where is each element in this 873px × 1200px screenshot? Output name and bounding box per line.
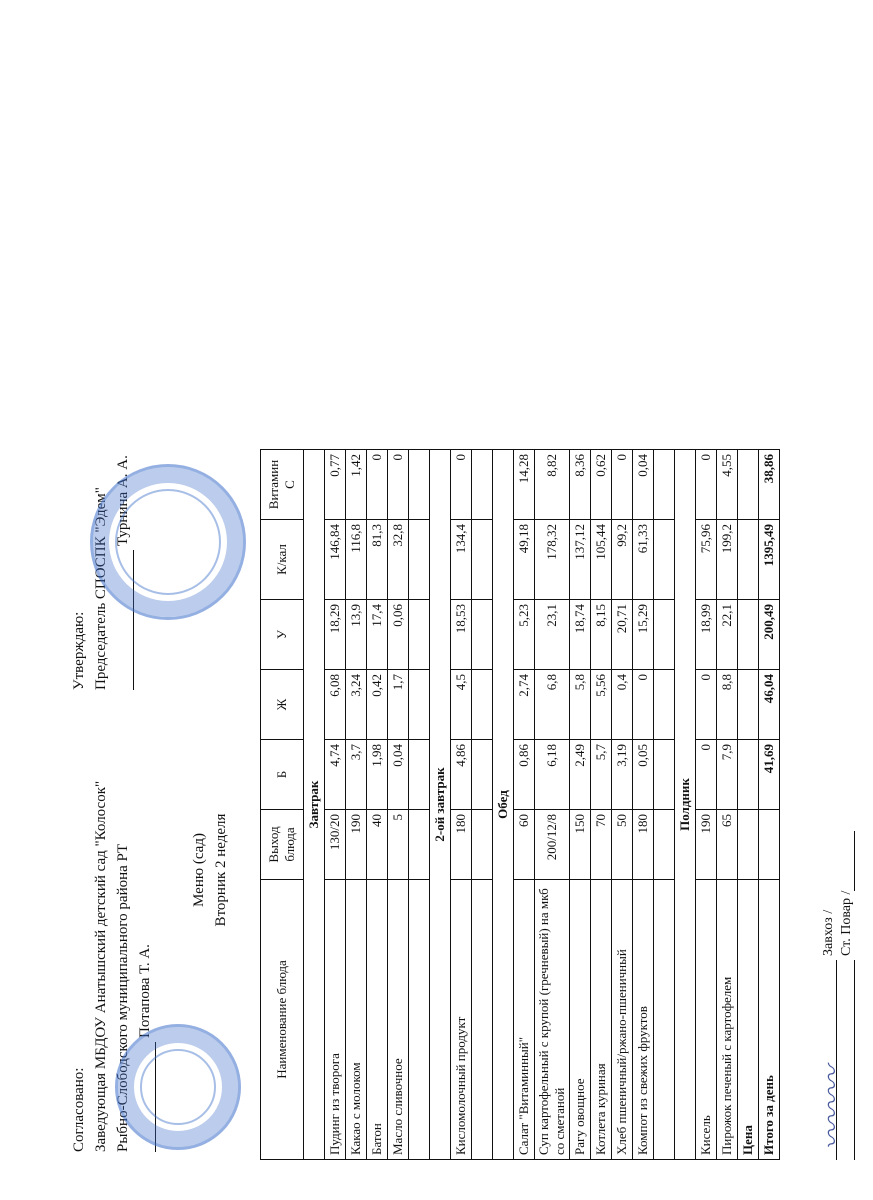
total-value: 46,04 <box>759 670 780 740</box>
value-cell: 0 <box>388 450 409 520</box>
header-kcal: К/кал <box>261 520 304 600</box>
empty-cell <box>472 450 493 520</box>
value-cell: 60 <box>514 810 535 880</box>
value-cell: 1,98 <box>367 740 388 810</box>
value-cell: 6,18 <box>535 740 570 810</box>
value-cell: 8,82 <box>535 450 570 520</box>
cook-label: Ст. Повар / <box>839 890 854 956</box>
table-row <box>717 450 738 1160</box>
empty-cell <box>409 670 430 740</box>
value-cell: 0 <box>696 670 717 740</box>
header-fat: Ж <box>261 670 304 740</box>
total-row <box>759 450 780 1160</box>
value-cell: 0,06 <box>388 600 409 670</box>
value-cell: 23,1 <box>535 600 570 670</box>
value-cell: 0 <box>367 450 388 520</box>
value-cell: 81,3 <box>367 520 388 600</box>
value-cell: 5,56 <box>591 670 612 740</box>
value-cell: 15,29 <box>633 600 654 670</box>
value-cell: 2,74 <box>514 670 535 740</box>
table-row <box>451 450 472 1160</box>
value-cell: 14,28 <box>514 450 535 520</box>
value-cell: 130/20 <box>325 810 346 880</box>
value-cell: 199,2 <box>717 520 738 600</box>
empty-cell <box>738 810 759 880</box>
empty-cell <box>409 740 430 810</box>
table-row <box>612 450 633 1160</box>
value-cell: 150 <box>570 810 591 880</box>
value-cell: 190 <box>696 810 717 880</box>
zavhoz-label: Завхоз / <box>821 909 836 956</box>
section-row <box>304 450 325 1160</box>
table-row <box>325 450 346 1160</box>
value-cell: 0,62 <box>591 450 612 520</box>
value-cell: 75,96 <box>696 520 717 600</box>
table-row <box>346 450 367 1160</box>
value-cell: 5,23 <box>514 600 535 670</box>
empty-cell <box>738 670 759 740</box>
value-cell: 13,9 <box>346 600 367 670</box>
dish-name-cell: Пудинг из творога <box>325 880 346 1160</box>
value-cell: 32,8 <box>388 520 409 600</box>
value-cell: 8,15 <box>591 600 612 670</box>
dish-name-cell: Компот из свежих фруктов <box>633 880 654 1160</box>
empty-cell <box>654 670 675 740</box>
empty-cell <box>472 600 493 670</box>
header-yield: Выход блюда <box>261 810 304 880</box>
value-cell: 0 <box>696 450 717 520</box>
table-row <box>514 450 535 1160</box>
document-header <box>60 30 260 1160</box>
value-cell: 5,7 <box>591 740 612 810</box>
table-row <box>591 450 612 1160</box>
dish-name-cell: Кисель <box>696 880 717 1160</box>
table-row <box>535 450 570 1160</box>
empty-cell <box>654 740 675 810</box>
section-title: Завтрак <box>304 450 325 1160</box>
empty-cell <box>472 810 493 880</box>
empty-cell <box>738 520 759 600</box>
total-value: 38,86 <box>759 450 780 520</box>
menu-title: Меню (сад) <box>191 833 207 907</box>
value-cell: 0,04 <box>388 740 409 810</box>
header-vitamin-c: Витамин С <box>261 450 304 520</box>
value-cell: 1,7 <box>388 670 409 740</box>
document-footer <box>805 30 865 1160</box>
value-cell: 1,42 <box>346 450 367 520</box>
value-cell: 50 <box>612 810 633 880</box>
dish-name-cell: Суп картофельный с крупой (гречневый) на мкб со сметаной <box>535 880 570 1160</box>
value-cell: 0,05 <box>633 740 654 810</box>
agreed-line2: Рыбно-Слободского муниципального района РТ <box>115 843 131 1152</box>
value-cell: 0 <box>451 450 472 520</box>
value-cell: 0,4 <box>612 670 633 740</box>
value-cell: 146,84 <box>325 520 346 600</box>
value-cell: 0,04 <box>633 450 654 520</box>
value-cell: 4,86 <box>451 740 472 810</box>
rotated-document <box>60 30 870 1160</box>
empty-cell <box>654 880 675 1160</box>
value-cell: 0,86 <box>514 740 535 810</box>
value-cell: 180 <box>633 810 654 880</box>
section-row <box>430 450 451 1160</box>
table-row <box>388 450 409 1160</box>
value-cell: 3,19 <box>612 740 633 810</box>
menu-title-block <box>188 790 232 950</box>
empty-cell <box>654 450 675 520</box>
empty-row <box>409 450 430 1160</box>
value-cell: 2,49 <box>570 740 591 810</box>
value-cell: 0,77 <box>325 450 346 520</box>
dish-name-cell: Хлеб пшеничный/ржано-пшеничный <box>612 880 633 1160</box>
empty-row <box>472 450 493 1160</box>
empty-cell <box>738 740 759 810</box>
value-cell: 0,42 <box>367 670 388 740</box>
header-carbs: У <box>261 600 304 670</box>
value-cell: 180 <box>451 810 472 880</box>
value-cell: 8,36 <box>570 450 591 520</box>
table-header-row <box>261 450 304 1160</box>
price-label: Цена <box>738 880 759 1160</box>
value-cell: 4,74 <box>325 740 346 810</box>
value-cell: 99,2 <box>612 520 633 600</box>
total-label: Итого за день <box>759 880 780 1160</box>
value-cell: 134,4 <box>451 520 472 600</box>
dish-name-cell: Пирожок печеный с картофелем <box>717 880 738 1160</box>
total-value: 200,49 <box>759 600 780 670</box>
empty-cell <box>409 520 430 600</box>
stamp-left-seal <box>115 1024 241 1150</box>
agreed-line1: Заведующая МБДОУ Анатышский детский сад "Колосок" <box>93 780 109 1152</box>
table-row <box>633 450 654 1160</box>
price-row <box>738 450 759 1160</box>
value-cell: 40 <box>367 810 388 880</box>
table-row <box>570 450 591 1160</box>
menu-table <box>260 449 780 1160</box>
total-value: 41,69 <box>759 740 780 810</box>
value-cell: 3,24 <box>346 670 367 740</box>
empty-cell <box>472 520 493 600</box>
value-cell: 0 <box>633 670 654 740</box>
value-cell: 7,9 <box>717 740 738 810</box>
value-cell: 4,55 <box>717 450 738 520</box>
empty-cell <box>738 450 759 520</box>
value-cell: 178,32 <box>535 520 570 600</box>
section-row <box>675 450 696 1160</box>
approved-title: Утверждаю: <box>71 611 87 690</box>
value-cell: 8,8 <box>717 670 738 740</box>
value-cell: 137,12 <box>570 520 591 600</box>
header-protein: Б <box>261 740 304 810</box>
section-title: Обед <box>493 450 514 1160</box>
agreed-name: Потапова Т. А. <box>137 944 153 1038</box>
value-cell: 18,29 <box>325 600 346 670</box>
dish-name-cell: Салат "Витаминный" <box>514 880 535 1160</box>
dish-name-cell: Батон <box>367 880 388 1160</box>
value-cell: 4,5 <box>451 670 472 740</box>
value-cell: 5,8 <box>570 670 591 740</box>
value-cell: 105,44 <box>591 520 612 600</box>
dish-name-cell: Котлета куриная <box>591 880 612 1160</box>
value-cell: 3,7 <box>346 740 367 810</box>
value-cell: 200/12/8 <box>535 810 570 880</box>
handwritten-signature: 〰〰〰 <box>816 1065 849 1150</box>
dish-name-cell: Кисломолочный продукт <box>451 880 472 1160</box>
value-cell: 18,74 <box>570 600 591 670</box>
value-cell: 18,53 <box>451 600 472 670</box>
dish-name-cell: Рагу овощное <box>570 880 591 1160</box>
value-cell: 6,08 <box>325 670 346 740</box>
stamp-right-seal <box>90 464 246 620</box>
empty-cell <box>409 810 430 880</box>
value-cell: 190 <box>346 810 367 880</box>
approved-name: Турнина А. А. <box>115 455 131 546</box>
table-row <box>696 450 717 1160</box>
empty-cell <box>738 600 759 670</box>
empty-cell <box>409 880 430 1160</box>
empty-row <box>654 450 675 1160</box>
empty-cell <box>654 810 675 880</box>
dish-name-cell: Масло сливочное <box>388 880 409 1160</box>
value-cell: 61,33 <box>633 520 654 600</box>
value-cell: 20,71 <box>612 600 633 670</box>
value-cell: 49,18 <box>514 520 535 600</box>
menu-subtitle: Вторник 2 неделя <box>213 813 229 927</box>
table-row <box>367 450 388 1160</box>
empty-cell <box>472 670 493 740</box>
approved-line1: Председатель СПОСПК "Эдем" <box>93 487 109 690</box>
total-value <box>759 810 780 880</box>
empty-cell <box>409 450 430 520</box>
total-value: 1395,49 <box>759 520 780 600</box>
value-cell: 0 <box>612 450 633 520</box>
value-cell: 116,8 <box>346 520 367 600</box>
value-cell: 5 <box>388 810 409 880</box>
empty-cell <box>654 520 675 600</box>
section-title: 2-ой завтрак <box>430 450 451 1160</box>
empty-cell <box>472 880 493 1160</box>
agreed-title: Согласовано: <box>71 1067 87 1152</box>
value-cell: 22,1 <box>717 600 738 670</box>
table-body <box>304 450 780 1160</box>
value-cell: 65 <box>717 810 738 880</box>
empty-cell <box>409 600 430 670</box>
empty-cell <box>654 600 675 670</box>
value-cell: 0 <box>696 740 717 810</box>
value-cell: 17,4 <box>367 600 388 670</box>
dish-name-cell: Какао с молоком <box>346 880 367 1160</box>
value-cell: 18,99 <box>696 600 717 670</box>
value-cell: 70 <box>591 810 612 880</box>
section-title: Полдник <box>675 450 696 1160</box>
section-row <box>493 450 514 1160</box>
header-dish-name: Наименование блюда <box>261 880 304 1160</box>
empty-cell <box>472 740 493 810</box>
value-cell: 6,8 <box>535 670 570 740</box>
